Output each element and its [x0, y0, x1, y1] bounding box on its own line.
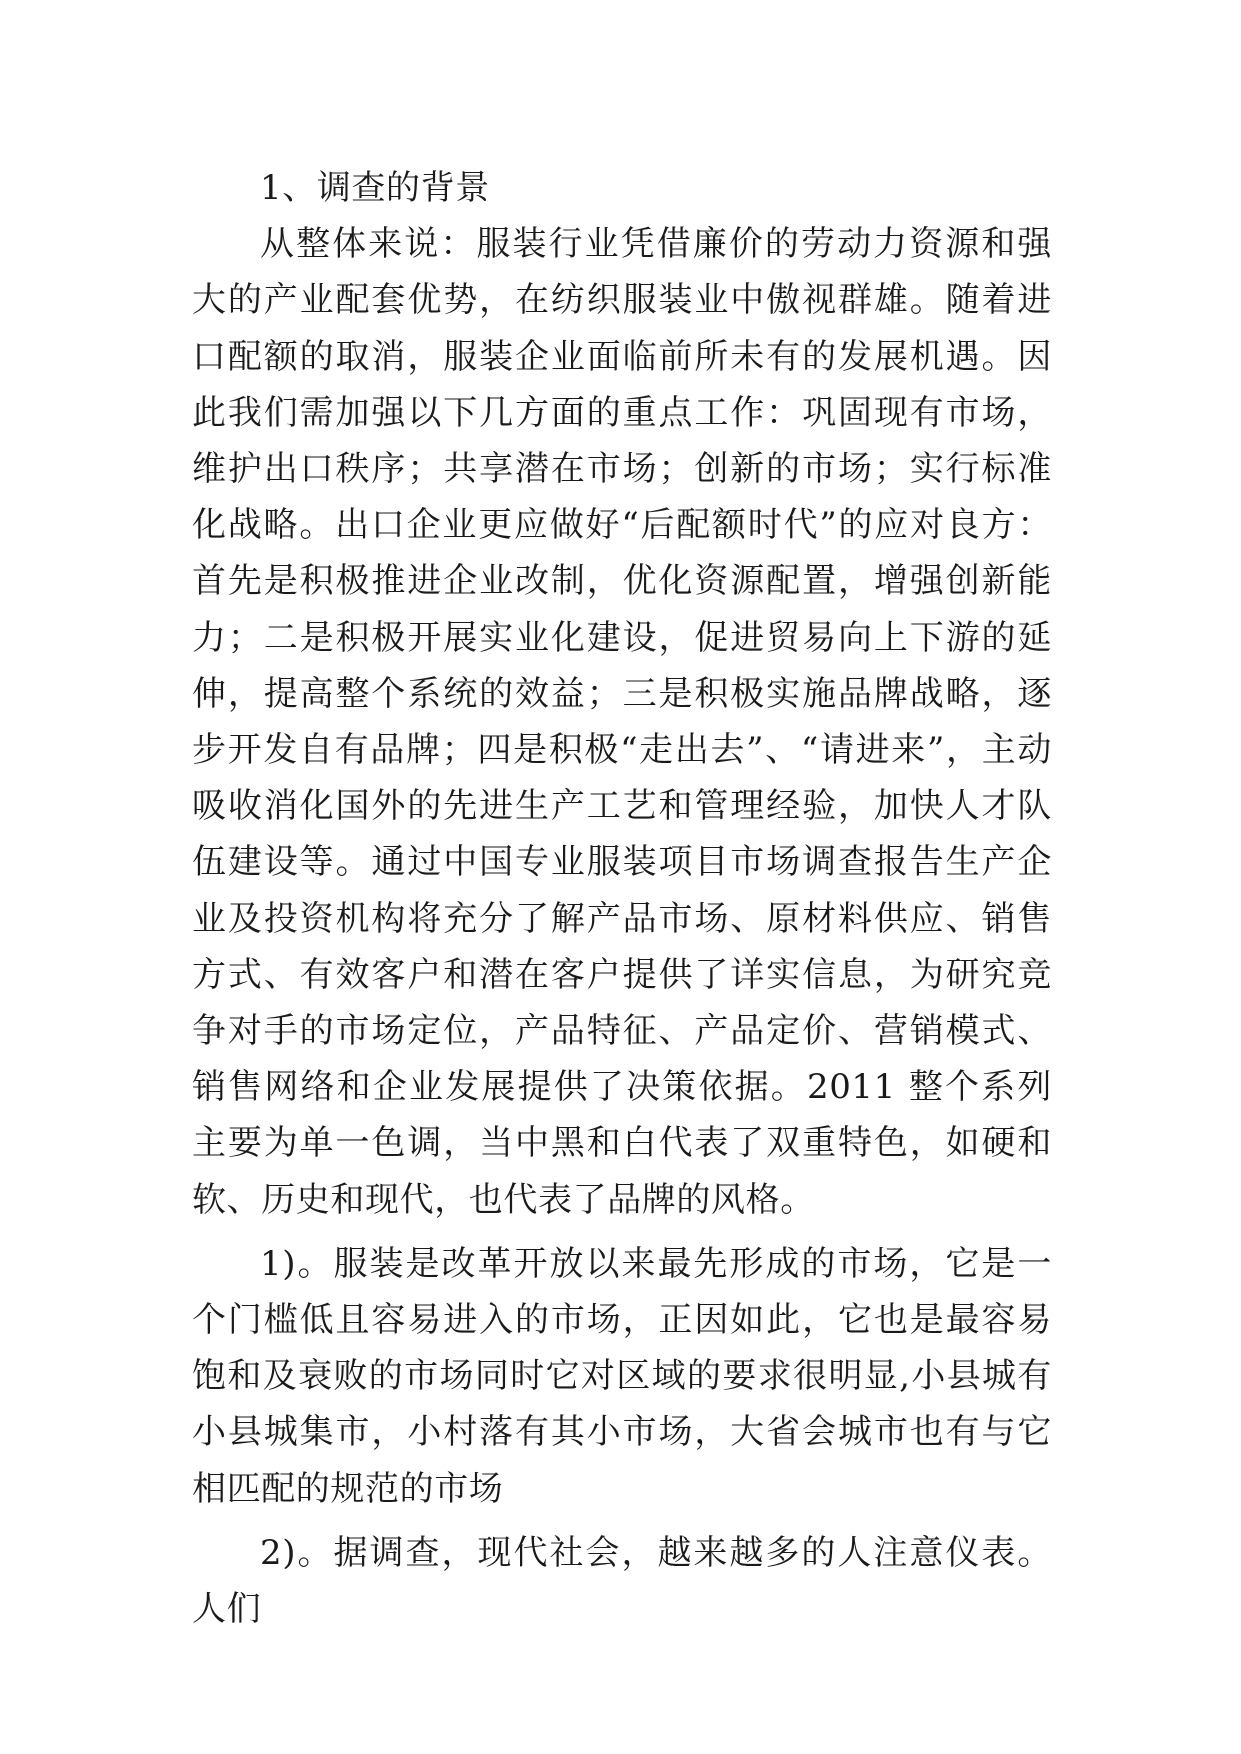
document-body: [192, 160, 1052, 1637]
paragraph-item-1: 1)。服装是改革开放以来最先形成的市场，它是一个门槛低且容易进入的市场，正因如此，它也是最容易饱和及衰败的市场同时它对区域的要求很明显,小县城有小县城集市，小村落有其小市场，大省会城市也有与它相匹配的规范的市场: [192, 1243, 1052, 1509]
section-heading: 1、调查的背景: [260, 168, 490, 208]
paragraph-item-2: 2)。据调查，现代社会，越来越多的人注意仪表。人们: [192, 1532, 1052, 1630]
paragraph-overview: 从整体来说：服装行业凭借廉价的劳动力资源和强大的产业配套优势，在纺织服装业中傲视群雄。随着进口配额的取消，服装企业面临前所未有的发展机遇。因此我们需加强以下几方面的重点工作：巩固现有市场，维护出口秩序；共享潜在市场；创新的市场；实行标准化战略。出口企业更应做好“后配额时代”的应对良方：首先是积极推进企业改制，优化资源配置，增强创新能力；二是积极开展实业化建设，促进贸易向上下游的延伸，提高整个系统的效益；三是积极实施品牌战略，逐步开发自有品牌；四是积极“走出去”、“请进来”，主动吸收消化国外的先进生产工艺和管理经验，加快人才队伍建设等。通过中国专业服装项目市场调查报告生产企业及投资机构将充分了解产品市场、原材料供应、销售方式、有效客户和潜在客户提供了详实信息，为研究竞争对手的市场定位，产品特征、产品定价、营销模式、销售网络和企业发展提供了决策依据。2011 整个系列主要为单一色调，当中黑和白代表了双重特色，如硬和软、历史和现代，也代表了品牌的风格。: [192, 224, 1052, 1220]
